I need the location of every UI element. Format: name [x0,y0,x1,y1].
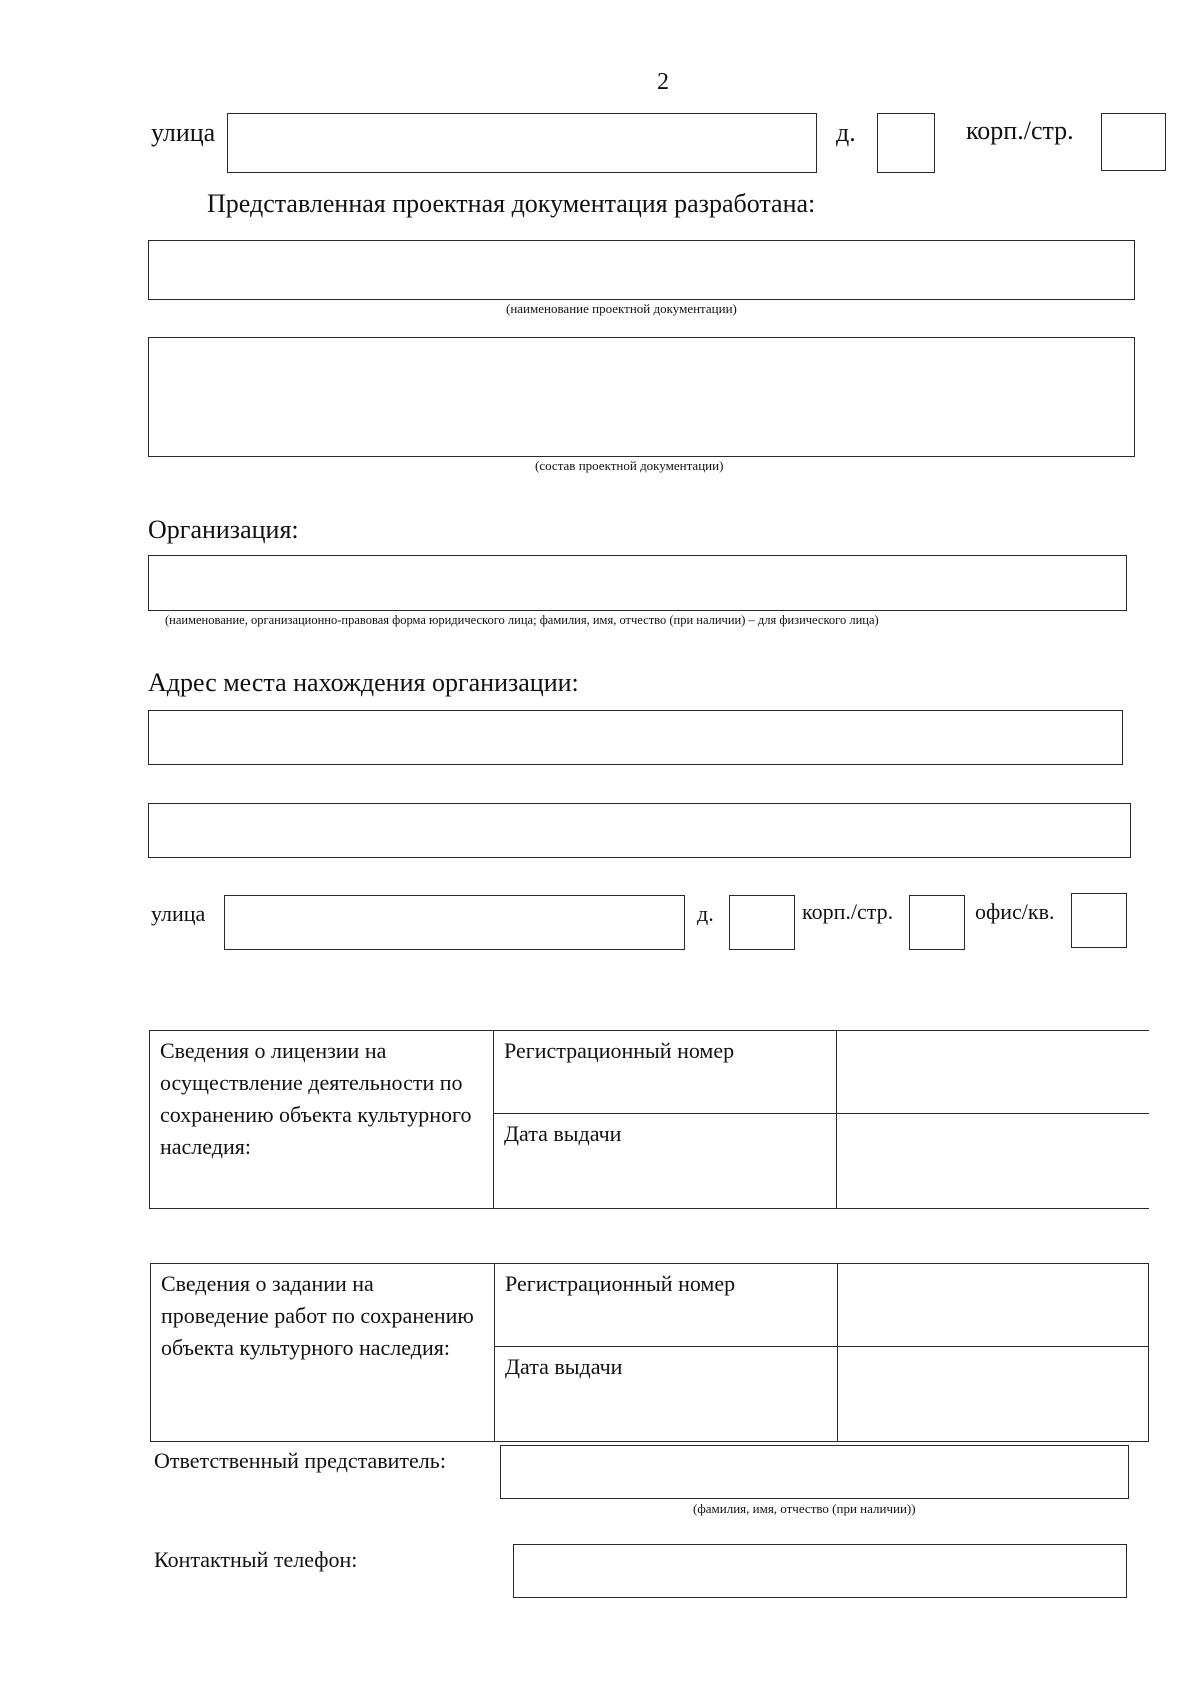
project-docs-composition-caption: (состав проектной документации) [535,458,724,473]
representative-field[interactable] [500,1445,1129,1499]
license-reg-number-label: Регистрационный номер [494,1031,837,1114]
house-label: д. [836,118,856,147]
project-docs-name-caption: (наименование проектной документации) [506,301,737,316]
building-field[interactable] [1101,113,1166,171]
org-office-field[interactable] [1071,893,1127,948]
contact-label: Контактный телефон: [154,1547,358,1572]
representative-label: Ответственный представитель: [154,1448,446,1473]
assignment-issue-date-field[interactable] [838,1347,1149,1442]
assignment-title: Сведения о задании на проведение работ по сохранению объекта культурного наследия: [151,1264,495,1442]
assignment-reg-number-label: Регистрационный номер [495,1264,838,1347]
building-label: корп./стр. [966,116,1074,145]
street-field[interactable] [227,113,817,173]
contact-phone-field[interactable] [513,1544,1127,1598]
assignment-reg-number-field[interactable] [838,1264,1149,1347]
project-docs-composition-field[interactable] [148,337,1135,457]
street-label: улица [151,118,216,147]
org-office-label: офис/кв. [975,899,1055,924]
org-house-field[interactable] [729,895,795,950]
organization-heading: Организация: [148,515,299,544]
organization-field[interactable] [148,555,1127,611]
project-docs-heading: Представленная проектная документация разработана: [207,189,816,218]
license-table [149,1030,1149,1209]
house-field[interactable] [877,113,935,173]
license-issue-date-field[interactable] [837,1114,1149,1209]
assignment-table [150,1263,1149,1442]
assignment-issue-date-label: Дата выдачи [495,1347,838,1442]
org-address-line1-field[interactable] [148,710,1123,765]
org-street-label: улица [151,901,206,926]
representative-caption: (фамилия, имя, отчество (при наличии)) [693,1501,916,1516]
license-title: Сведения о лицензии на осуществление деятельности по сохранению объекта культурного наследия: [150,1031,494,1209]
org-address-heading: Адрес места нахождения организации: [148,668,579,697]
org-building-label: корп./стр. [802,899,894,924]
project-docs-name-field[interactable] [148,240,1135,300]
org-house-label: д. [697,901,714,926]
license-reg-number-field[interactable] [837,1031,1149,1114]
org-address-line2-field[interactable] [148,803,1131,858]
org-street-field[interactable] [224,895,685,950]
organization-caption: (наименование, организационно-правовая форма юридического лица; фамилия, имя, отчество (при наличии) – для физического лица) [165,613,879,627]
page-number: 2 [657,69,669,95]
license-issue-date-label: Дата выдачи [494,1114,837,1209]
org-building-field[interactable] [909,895,965,950]
